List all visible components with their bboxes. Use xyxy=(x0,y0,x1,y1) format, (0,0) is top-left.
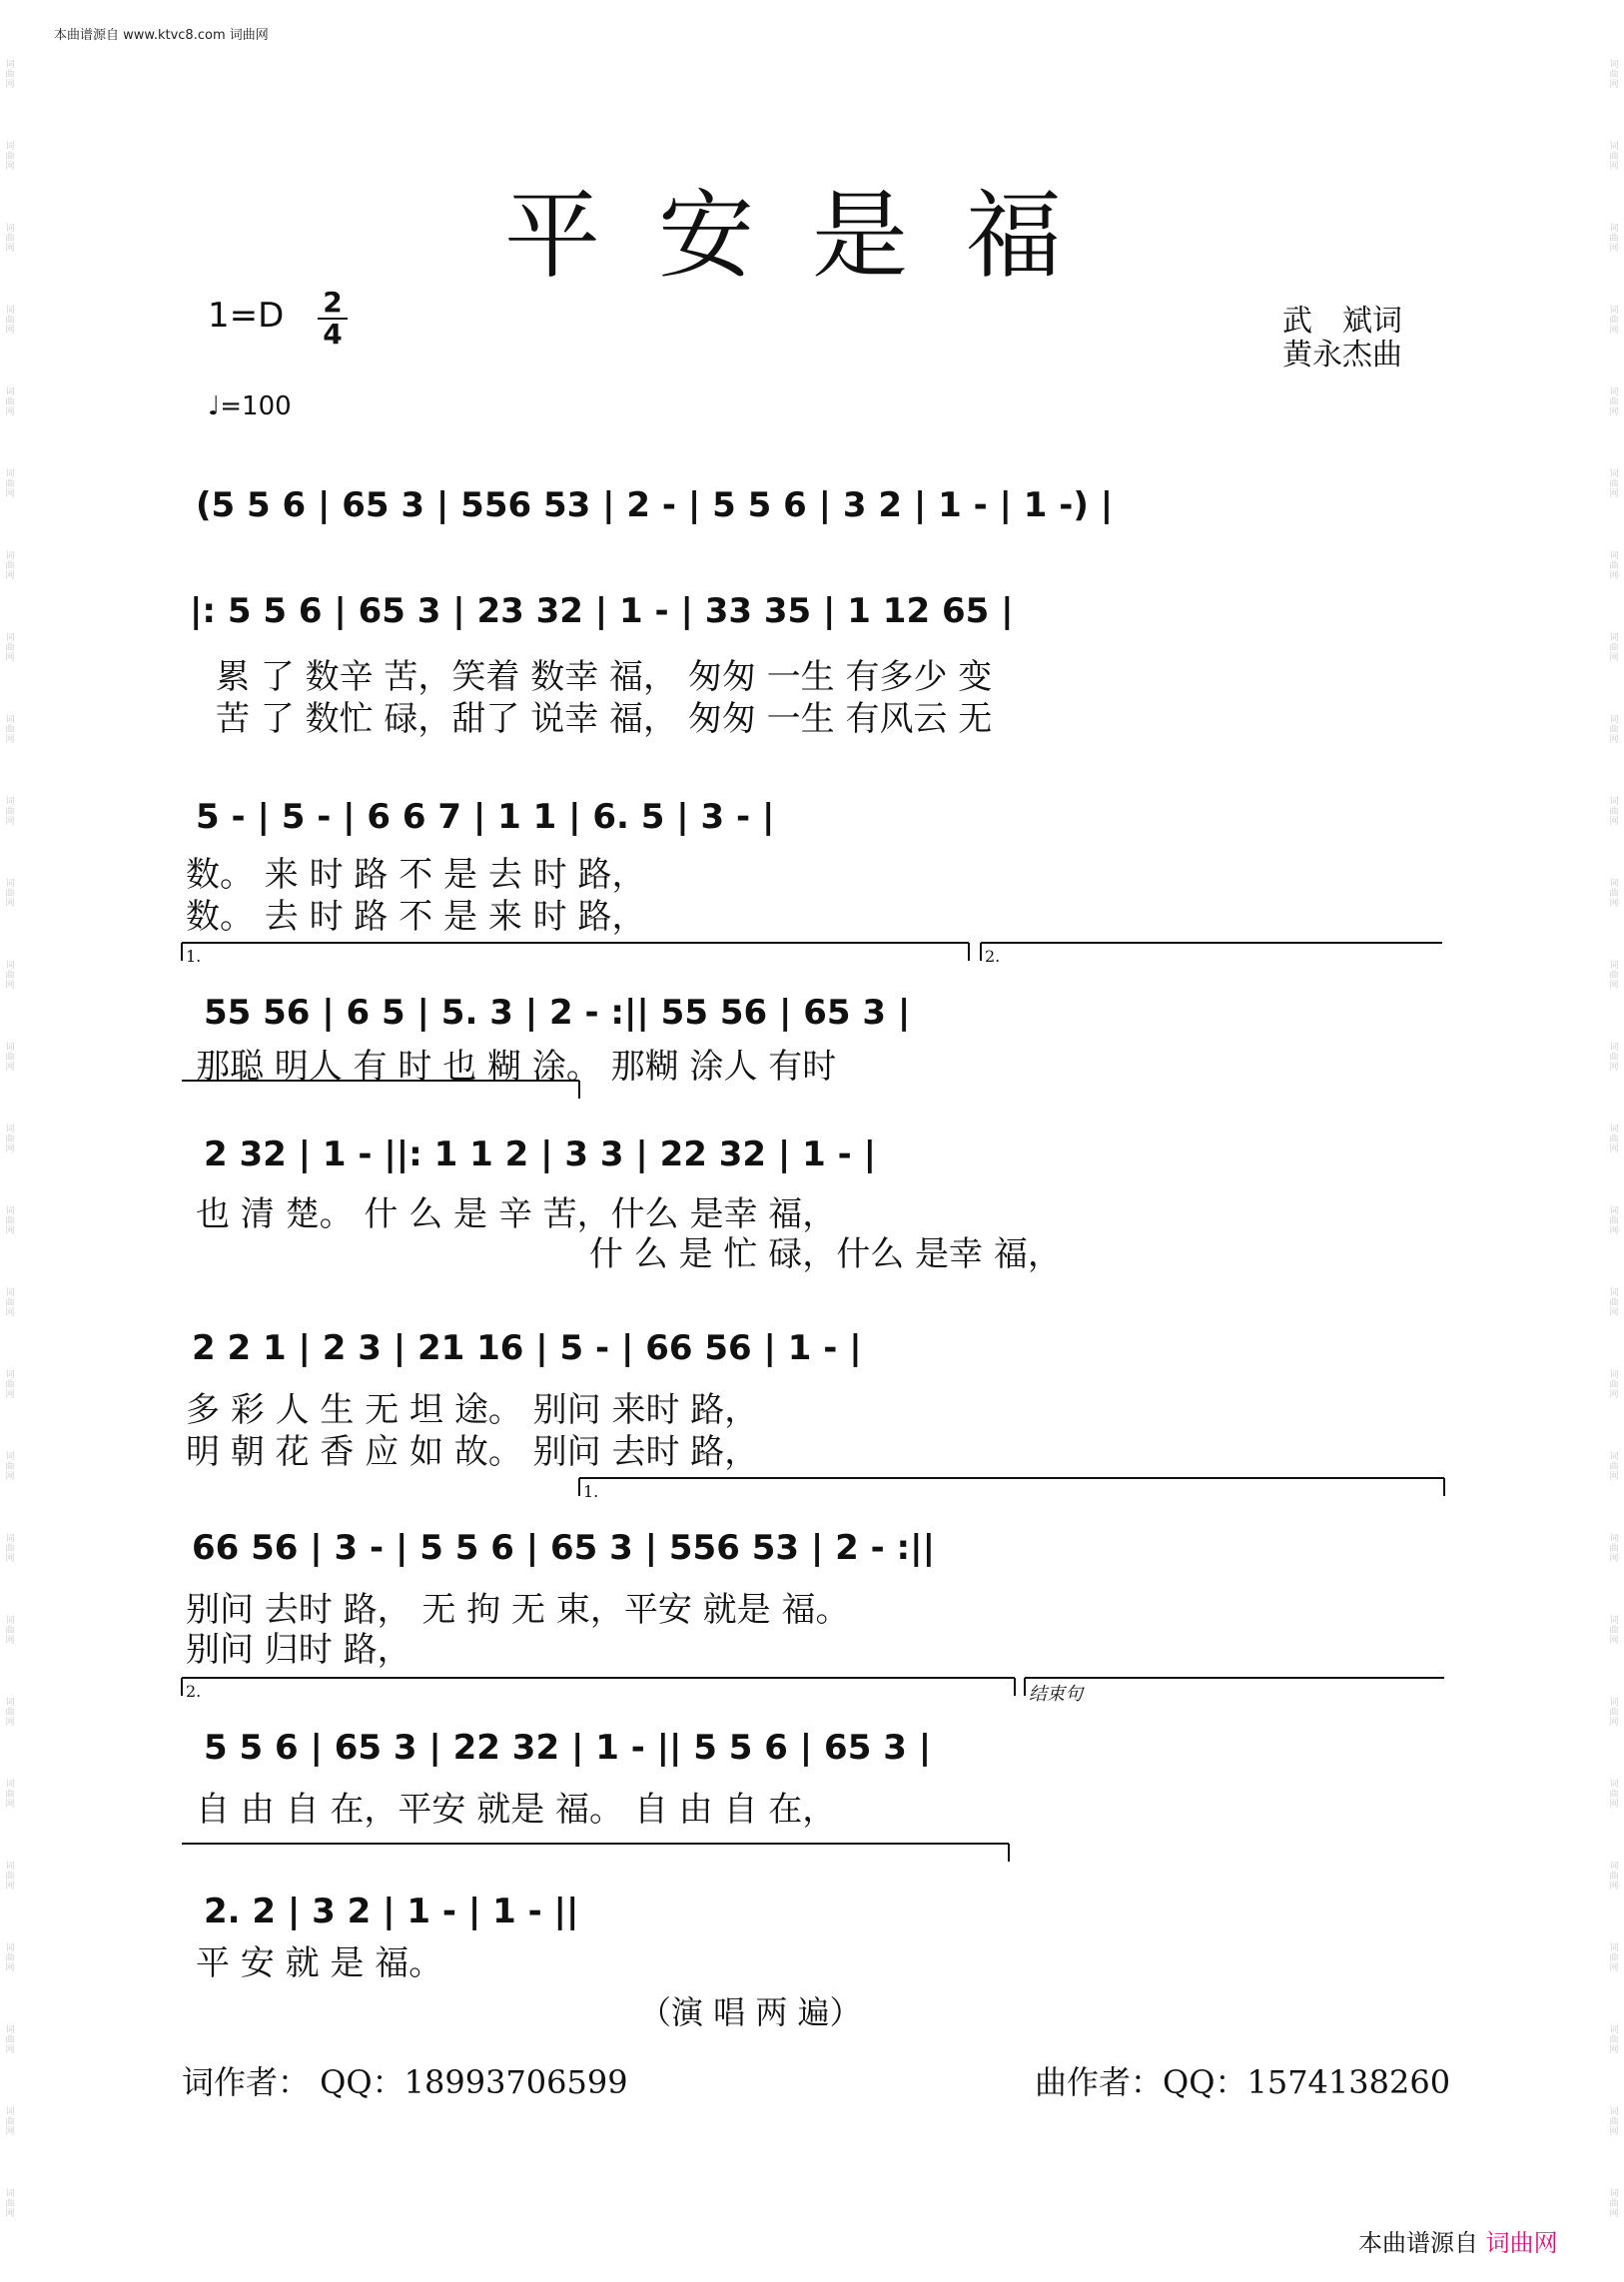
watermark-glyph: 词 曲 网 xyxy=(1609,1452,1619,1482)
watermark-glyph: 词 曲 网 xyxy=(5,1780,15,1810)
lyric-row2-verse1: 数。 来 时 路 不 是 去 时 路， xyxy=(186,855,646,895)
watermark-glyph: 词 曲 网 xyxy=(1609,1780,1619,1810)
watermark-glyph: 词 曲 网 xyxy=(5,1206,15,1236)
watermark-glyph: 词 曲 网 xyxy=(1609,224,1619,254)
watermark-glyph: 词 曲 网 xyxy=(5,879,15,909)
watermark-glyph: 词 曲 网 xyxy=(1609,142,1619,172)
volta-1-label: 1. xyxy=(186,947,202,966)
lyric-row4-verse1: 也 清 楚。 什 么 是 辛 苦，什么 是幸 福， xyxy=(196,1194,837,1234)
watermark-glyph: 词 曲 网 xyxy=(1609,1288,1619,1318)
watermark-glyph: 词 曲 网 xyxy=(5,2189,15,2219)
watermark-glyph: 词 曲 网 xyxy=(1609,1370,1619,1400)
lyric-row5-verse1: 多 彩 人 生 无 坦 途。 别问 来时 路， xyxy=(186,1390,759,1430)
watermark-glyph: 词 曲 网 xyxy=(5,1943,15,1973)
volta-2-label-b: 2. xyxy=(186,1682,202,1701)
lyric-row3: 那聪 明人 有 时 也 糊 涂。 那糊 涂人 有时 xyxy=(196,1047,837,1087)
watermark-glyph: 词 曲 网 xyxy=(1609,961,1619,991)
volta-1-label-b: 1. xyxy=(583,1482,599,1501)
watermark-glyph: 词 曲 网 xyxy=(1609,1125,1619,1154)
watermark-glyph: 词 曲 网 xyxy=(5,551,15,581)
watermark-glyph: 词 曲 网 xyxy=(1609,1943,1619,1973)
volta-2-label: 2. xyxy=(985,947,1001,966)
meter-bottom: 4 xyxy=(323,318,343,351)
score-row-7: 66 56 | 3 - | 5 5 6 | 65 3 | 556 53 | 2 - :|| xyxy=(192,1528,935,1568)
watermark-glyph: 词 曲 网 xyxy=(1609,1698,1619,1728)
watermark-glyph: 词 曲 网 xyxy=(1609,306,1619,336)
watermark-glyph: 词 曲 网 xyxy=(1609,879,1619,909)
watermark-glyph: 词 曲 网 xyxy=(5,224,15,254)
bottom-source-site: 词曲网 xyxy=(1485,2229,1558,2257)
watermark-glyph: 词 曲 网 xyxy=(5,142,15,172)
score-row-9: 2. 2 | 3 2 | 1 - | 1 - || xyxy=(204,1892,579,1931)
ending-label: 结束句 xyxy=(1029,1684,1083,1705)
lyricist-credit: 武 斌词 xyxy=(1282,304,1402,339)
watermark-glyph: 词 曲 网 xyxy=(5,715,15,745)
score-row-8: 5 5 6 | 65 3 | 22 32 | 1 - || 5 5 6 | 65 3 | xyxy=(204,1728,932,1768)
watermark-glyph: 词 曲 网 xyxy=(1609,1534,1619,1564)
performance-note: （演 唱 两 遍） xyxy=(639,1993,862,2031)
watermark-glyph: 词 曲 网 xyxy=(5,633,15,663)
watermark-glyph: 词 曲 网 xyxy=(1609,1206,1619,1236)
watermark-glyph: 词 曲 网 xyxy=(5,2107,15,2137)
lyric-row1-verse1: 累 了 数辛 苦，笑着 数幸 福， 匆匆 一生 有多少 变 xyxy=(216,657,993,697)
watermark-glyph: 词 曲 网 xyxy=(1609,1043,1619,1073)
lyric-row6-verse1: 别问 去时 路， 无 拘 无 束，平安 就是 福。 xyxy=(186,1590,850,1630)
watermark-glyph: 词 曲 网 xyxy=(5,1862,15,1892)
watermark-glyph: 词 曲 网 xyxy=(1609,551,1619,581)
score-row-3: 5 - | 5 - | 6 6 7 | 1 1 | 6. 5 | 3 - | xyxy=(196,797,775,837)
watermark-glyph: 词 曲 网 xyxy=(5,797,15,827)
watermark-glyph: 词 曲 网 xyxy=(1609,1862,1619,1892)
score-row-1: (5 5 6 | 65 3 | 556 53 | 2 - | 5 5 6 | 3 2 | 1 - | 1 -) | xyxy=(196,485,1114,525)
watermark-glyph: 词 曲 网 xyxy=(5,387,15,417)
score-row-5: 2 32 | 1 - ||: 1 1 2 | 3 3 | 22 32 | 1 - | xyxy=(204,1135,877,1174)
composer-credit: 黄永杰曲 xyxy=(1282,338,1402,373)
bottom-source-prefix: 本曲谱源自 xyxy=(1358,2229,1478,2257)
source-note: 本曲谱源自 www.ktvc8.com 词曲网 xyxy=(54,28,269,43)
watermark-glyph: 词 曲 网 xyxy=(5,1370,15,1400)
bottom-source-note xyxy=(1358,2223,1558,2258)
watermark-glyph: 词 曲 网 xyxy=(1609,2189,1619,2219)
tempo-marking: ♩=100 xyxy=(208,391,292,421)
lyricist-qq: 词作者： QQ：18993706599 xyxy=(182,2063,628,2101)
lyric-row6-verse2: 别问 归时 路， xyxy=(186,1630,411,1670)
lyric-row7: 自 由 自 在，平安 就是 福。 自 由 自 在， xyxy=(196,1790,837,1830)
meter-top: 2 xyxy=(323,286,343,319)
watermark-glyph: 词 曲 网 xyxy=(5,1452,15,1482)
lyric-row2-verse2: 数。 去 时 路 不 是 来 时 路， xyxy=(186,897,646,937)
watermark-glyph: 词 曲 网 xyxy=(1609,2107,1619,2137)
watermark-glyph: 词 曲 网 xyxy=(5,1043,15,1073)
lyric-row4-verse2: 什 么 是 忙 碌，什么 是幸 福， xyxy=(589,1234,1062,1274)
composer-qq: 曲作者：QQ：1574138260 xyxy=(1035,2063,1451,2101)
watermark-glyph: 词 曲 网 xyxy=(5,1534,15,1564)
watermark-glyph: 词 曲 网 xyxy=(5,961,15,991)
score-row-4: 55 56 | 6 5 | 5. 3 | 2 - :|| 55 56 | 65 3 | xyxy=(204,993,911,1033)
lyric-row5-verse2: 明 朝 花 香 应 如 故。 别问 去时 路， xyxy=(186,1432,759,1472)
watermark-glyph: 词 曲 网 xyxy=(1609,797,1619,827)
lyric-row8: 平 安 就 是 福。 xyxy=(196,1943,443,1983)
watermark-glyph: 词 曲 网 xyxy=(5,1616,15,1646)
watermark-glyph: 词 曲 网 xyxy=(1609,60,1619,90)
song-title: 平安是福 xyxy=(504,180,1120,292)
watermark-glyph: 词 曲 网 xyxy=(1609,469,1619,499)
watermark-glyph: 词 曲 网 xyxy=(5,60,15,90)
watermark-glyph: 词 曲 网 xyxy=(5,1698,15,1728)
watermark-glyph: 词 曲 网 xyxy=(1609,2025,1619,2055)
watermark-glyph: 词 曲 网 xyxy=(1609,1616,1619,1646)
watermark-glyph: 词 曲 网 xyxy=(1609,715,1619,745)
lyric-row1-verse2: 苦 了 数忙 碌，甜了 说幸 福， 匆匆 一生 有风云 无 xyxy=(216,699,993,739)
watermark-glyph: 词 曲 网 xyxy=(1609,387,1619,417)
watermark-glyph: 词 曲 网 xyxy=(5,2025,15,2055)
watermark-glyph: 词 曲 网 xyxy=(1609,633,1619,663)
score-row-2: |: 5 5 6 | 65 3 | 23 32 | 1 - | 33 35 | 1 12 65 | xyxy=(190,591,1014,631)
watermark-glyph: 词 曲 网 xyxy=(5,306,15,336)
key-signature: 1=D xyxy=(208,296,285,336)
watermark-glyph: 词 曲 网 xyxy=(5,469,15,499)
watermark-glyph: 词 曲 网 xyxy=(5,1125,15,1154)
score-row-6: 2 2 1 | 2 3 | 21 16 | 5 - | 66 56 | 1 - | xyxy=(192,1328,862,1368)
watermark-glyph: 词 曲 网 xyxy=(5,1288,15,1318)
